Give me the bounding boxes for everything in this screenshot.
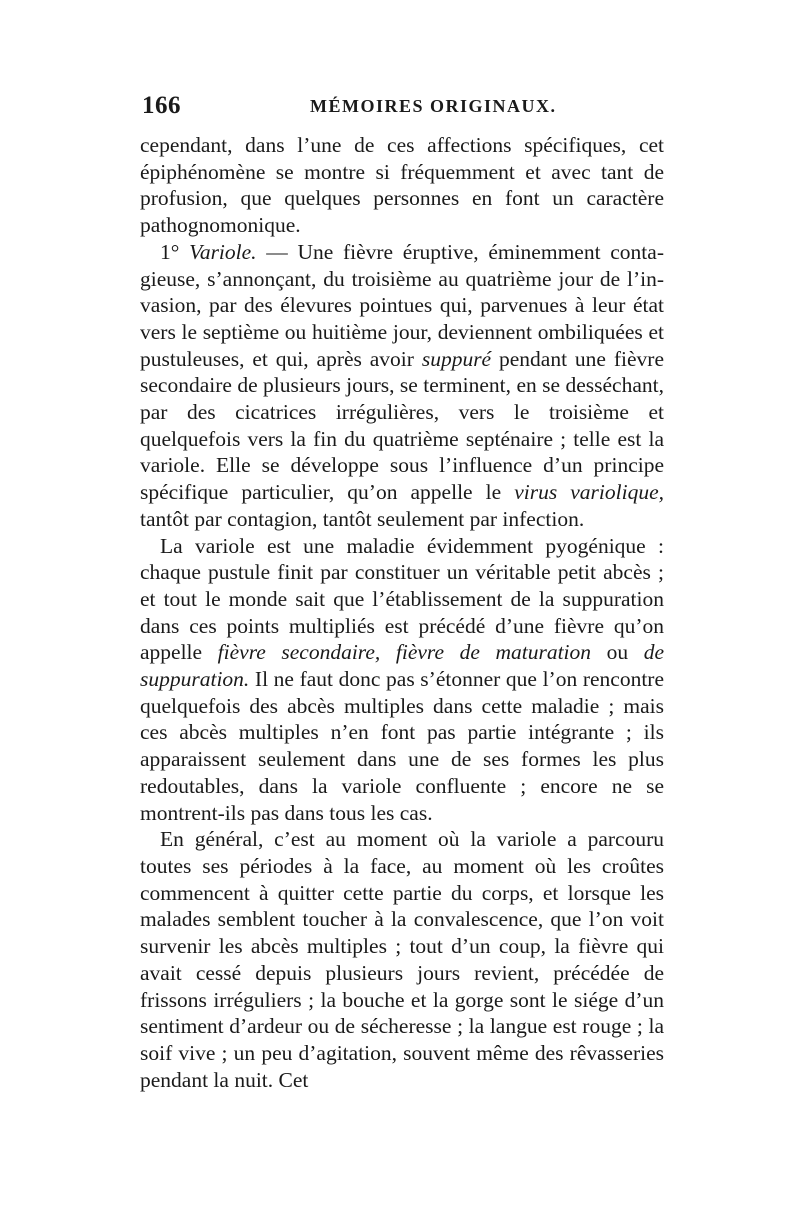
text-run: En général, c’est au moment où la variole a parcouru toutes ses périodes à la face, au moment où les croûtes commencent à quitter cette partie du corps, et lorsque les malades semblent toucher à la convalescence, que l’on voit survenir les abcès multiples ; tout d’un coup, la fièvre qui avait cessé depuis plusieurs jours revient, précédée de frissons irréguliers ; la bouche et la gorge sont le siége d’un sentiment d’ardeur ou de sécheresse ; la langue est rouge ; la soif vive ; un peu d’agitation, souvent même des rêvasseries pendant la nuit. Cet (140, 827, 664, 1092)
section-number: 1° (160, 239, 190, 264)
text-run: La variole est une maladie évidemment pyogénique : chaque pustule finit par constituer un véritable petit abcès ; et tout le monde sait que l’établissement de la suppuration dans ces points multipliés est précédé d’une fièvre qu’on appelle (140, 533, 664, 665)
italic-term: fièvre secondaire, fièvre de maturation (217, 640, 592, 665)
text-run: Il ne faut donc pas s’étonner que l’on rencontre quelquefois des abcès multiples dans cette maladie ; mais ces abcès multiples n’en font pas partie intégrante ; ils apparaissent seulement dans une de ses formes les plus redoutables, dans la variole confluente ; encore ne se montrent-ils pas dans tous les cas. (140, 667, 664, 825)
italic-term: de suppuration. (140, 640, 665, 692)
running-header (142, 92, 662, 126)
paragraph-general (140, 826, 664, 1093)
text-run: — Une fièvre éruptive, éminemment contagieuse, s’annonçant, du troisième au quatrième jour de l’invasion, par des élevures pointues qui, parvenues à leur état vers le septième ou huitième jour, deviennent ombiliquées et pustuleuses, et qui, après avoir (140, 239, 664, 371)
paragraph-continuation (140, 132, 664, 239)
italic-term: virus variolique, (514, 480, 664, 505)
text-run: ou (591, 640, 644, 665)
italic-term: suppuré (421, 346, 492, 371)
text-run: pendant une fièvre secondaire de plusieurs jours, se terminent, en se desséchant, par des cicatrices irrégulières, vers le troisième et quelquefois vers la fin du quatrième septénaire ; telle est la variole. Elle se développe sous l’influence d’un principe spécifique particulier, qu’on appelle le (140, 346, 664, 505)
paragraph-variole-definition (140, 239, 664, 533)
paragraph-pyogenic (140, 533, 664, 827)
body-text (140, 132, 664, 1093)
running-title: MÉMOIRES ORIGINAUX. (310, 96, 557, 116)
section-heading-variole: Variole. (189, 239, 257, 264)
text-run: cependant, dans l’une de ces affections spécifiques, cet épiphénomène se montre si fréquemment et avec tant de profusion, que quelques personnes en font un caractère pathognomonique. (140, 133, 664, 238)
text-run: tantôt par contagion, tantôt seulement par infection. (140, 506, 585, 531)
page-number: 166 (142, 92, 181, 119)
